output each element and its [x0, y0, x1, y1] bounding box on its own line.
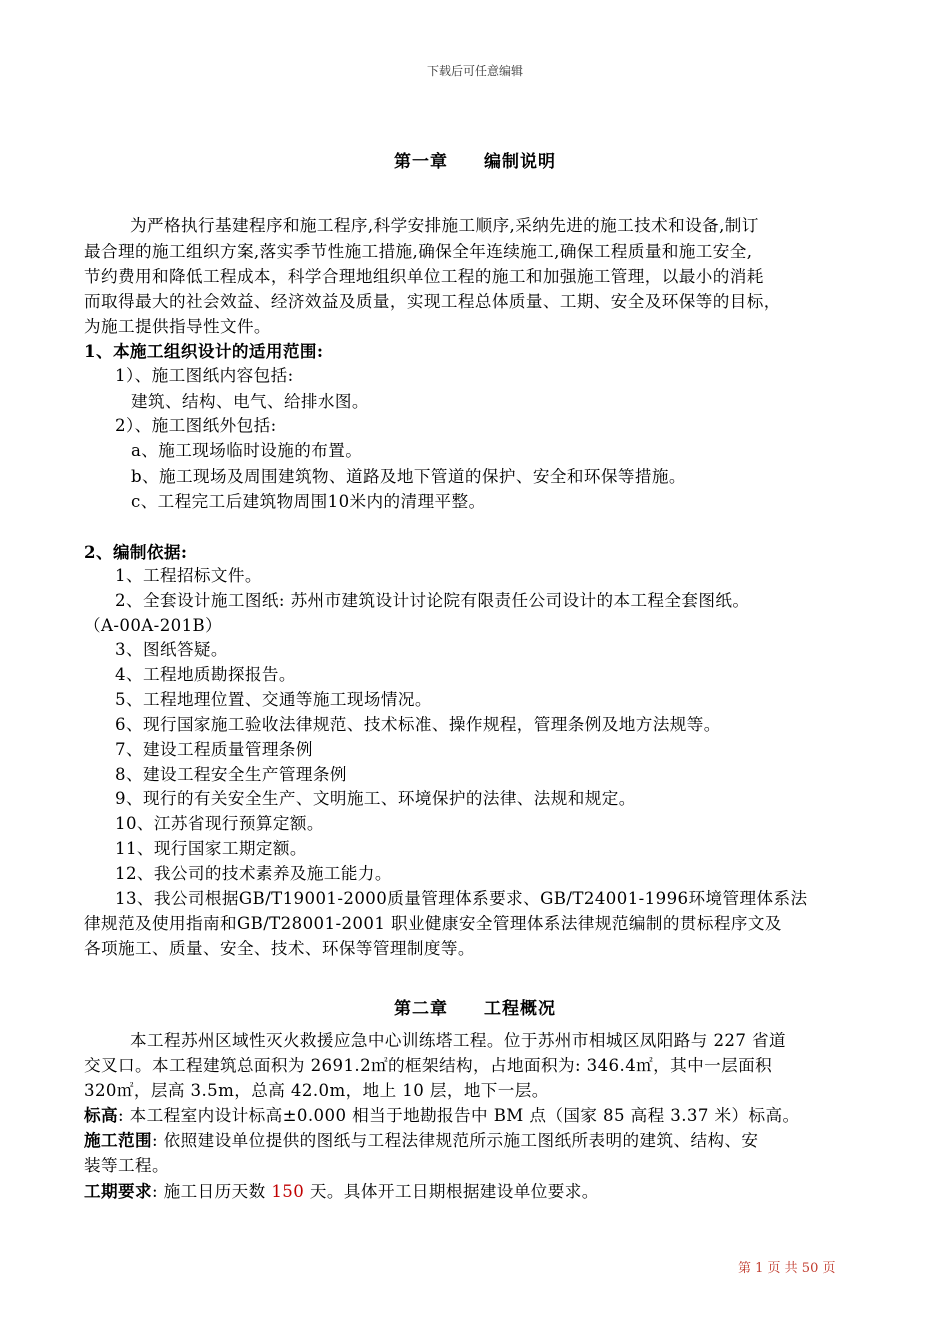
section2-item: 12、我公司的技术素养及施工能力。 — [115, 864, 392, 883]
section2-item: 7、建设工程质量管理条例 — [115, 740, 313, 759]
header-note: 下载后可任意编辑 — [426, 64, 523, 78]
intro-line: 最合理的施工组织方案,落实季节性施工措施,确保全年连续施工,确保工程质量和施工安全, — [84, 242, 753, 261]
section1-heading: 1、本施工组织设计的适用范围: — [84, 341, 324, 361]
elevation-row — [84, 1102, 799, 1126]
period-label: 工期要求 — [84, 1181, 152, 1201]
elevation-text: : 本工程室内设计标高±0.000 相当于地勘报告中 BM 点（国家 85 高程 3.37 米）标高。 — [118, 1106, 800, 1125]
section1-item: b、施工现场及周围建筑物、道路及地下管道的保护、安全和环保等措施。 — [131, 467, 686, 486]
overview-line: 交叉口。本工程建筑总面积为 2691.2㎡的框架结构，占地面积为: 346.4㎡，其中一层面积 — [84, 1056, 773, 1075]
elevation-label: 标高 — [84, 1105, 118, 1125]
period-row — [84, 1178, 599, 1202]
section2-heading: 2、编制依据: — [84, 542, 188, 562]
scope-continuation: 装等工程。 — [84, 1156, 169, 1175]
page-number-footer: 第 1 页 共 50 页 — [738, 1261, 836, 1276]
section1-item: 2）、施工图纸外包括: — [115, 416, 277, 435]
section2-item: 11、现行国家工期定额。 — [115, 839, 307, 858]
chapter2-name: 工程概况 — [484, 999, 556, 1019]
section2-item: 5、工程地理位置、交通等施工现场情况。 — [115, 690, 432, 709]
overview-line: 320㎡，层高 3.5m，总高 42.0m，地上 10 层，地下一层。 — [84, 1081, 549, 1100]
period-text: : 施工日历天数 — [151, 1182, 266, 1201]
section2-item: 1、工程招标文件。 — [115, 566, 262, 585]
section1-item: 建筑、结构、电气、给排水图。 — [131, 392, 369, 411]
chapter2-number: 第二章 — [394, 999, 448, 1019]
chapter1-number: 第一章 — [394, 152, 448, 172]
scope-row — [84, 1127, 758, 1151]
section2-item: 13、我公司根据GB/T19001-2000质量管理体系要求、GB/T24001-1996环境管理体系法 — [115, 889, 808, 908]
section2-item: 各项施工、质量、安全、技术、环保等管理制度等。 — [84, 939, 475, 958]
section1-item: c、工程完工后建筑物周围10米内的清理平整。 — [131, 492, 486, 511]
section2-item: 3、图纸答疑。 — [115, 640, 228, 659]
intro-line: 节约费用和降低工程成本，科学合理地组织单位工程的施工和加强施工管理，以最小的消耗 — [84, 267, 764, 286]
chapter1-name: 编制说明 — [484, 152, 556, 172]
section2-item: 2、全套设计施工图纸: 苏州市建筑设计讨论院有限责任公司设计的本工程全套图纸。 — [115, 591, 750, 610]
scope-label: 施工范围 — [84, 1130, 152, 1150]
section1-item: 1）、施工图纸内容包括: — [115, 366, 294, 385]
intro-line: 而取得最大的社会效益、经济效益及质量，实现工程总体质量、工期、安全及环保等的目标， — [84, 292, 781, 311]
scope-text: : 依照建设单位提供的图纸与工程法律规范所示施工图纸所表明的建筑、结构、安 — [151, 1131, 759, 1150]
intro-line: 为严格执行基建程序和施工程序,科学安排施工顺序,采纳先进的施工技术和设备,制订 — [130, 216, 759, 235]
section2-item: （A-00A-201B） — [84, 616, 223, 635]
section2-item: 9、现行的有关安全生产、文明施工、环境保护的法律、法规和规定。 — [115, 789, 636, 808]
overview-line: 本工程苏州区域性灭火救援应急中心训练塔工程。位于苏州市相城区凤阳路与 227 省道 — [130, 1031, 786, 1050]
section2-item: 4、工程地质勘探报告。 — [115, 665, 296, 684]
section2-item: 律规范及使用指南和GB/T28001-2001 职业健康安全管理体系法律规范编制的贯标程序文及 — [84, 914, 782, 933]
period-days: 150 — [271, 1182, 305, 1201]
period-text-end: 天。具体开工日期根据建设单位要求。 — [309, 1182, 599, 1201]
chapter1-title — [0, 147, 950, 172]
section2-item: 8、建设工程安全生产管理条例 — [115, 765, 347, 784]
chapter2-title — [0, 994, 950, 1019]
section1-item: a、施工现场临时设施的布置。 — [131, 441, 363, 460]
intro-line: 为施工提供指导性文件。 — [84, 317, 271, 336]
section2-item: 6、现行国家施工验收法律规范、技术标准、操作规程，管理条例及地方法规等。 — [115, 715, 721, 734]
section2-item: 10、江苏省现行预算定额。 — [115, 814, 324, 833]
